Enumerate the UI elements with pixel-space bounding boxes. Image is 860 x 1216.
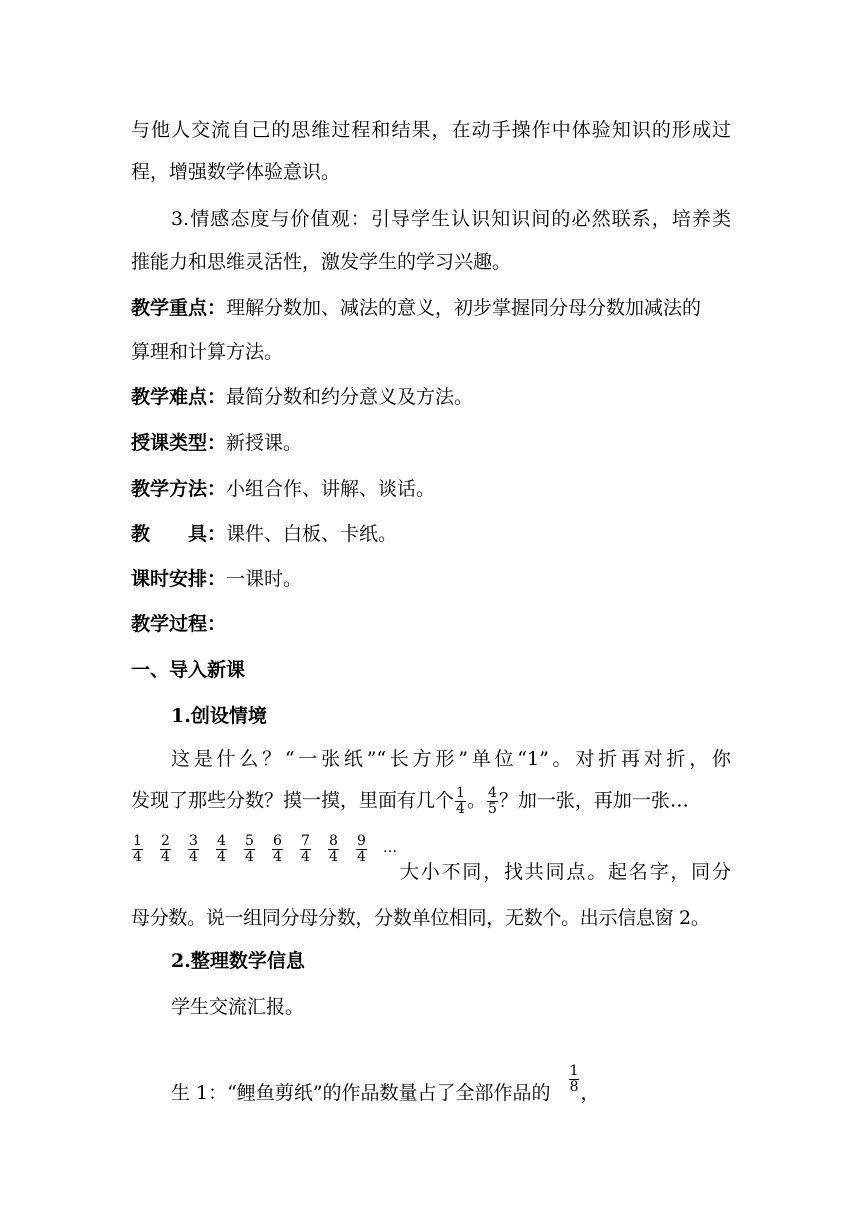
teaching-focus-text: 理解分数加、减法的意义，初步掌握同分母分数加减法的 [226,297,702,319]
schedule [131,567,731,591]
fraction-7-4: $\frac{7}{4}$ [301,833,310,865]
teaching-difficulty-text: 最简分数和约分意义及方法。 [226,386,474,408]
lesson-type-label: 授课类型： [131,432,227,454]
teaching-method-label: 教学方法： [131,478,227,500]
intro-line: 大小不同，找共同点。起名字，同分 [400,861,731,883]
ellipsis: … [383,840,397,856]
fraction-3-4: $\frac{3}{4}$ [189,833,198,865]
fraction-4-4: $\frac{4}{4}$ [217,833,226,865]
subsection-heading: 2.整理数学信息 [171,950,305,972]
fraction: $\frac{4}{5}$ [487,785,497,817]
fraction: $\frac{1}{4}$ [456,785,465,817]
teaching-focus-label: 教学重点： [131,297,227,319]
fraction-5-4: $\frac{5}{4}$ [245,833,254,865]
teaching-tools [131,522,731,546]
teaching-tools-text: 课件、白板、卡纸。 [226,523,398,545]
schedule-label: 课时安排： [131,568,227,590]
subsection-heading: 1.创设情境 [171,705,267,727]
teaching-method [131,477,731,501]
intro-line: 这是什么？“一张纸”“长方形”单位“1”。对折再对折，你 [171,748,731,770]
intro-line: 母分数。说一组同分母分数，分数单位相同，无数个。出示信息窗 2。 [131,907,710,929]
fraction-2-4: $\frac{2}{4}$ [161,833,170,865]
section-heading: 一、导入新课 [131,659,246,681]
paragraph-line: 与他人交流自己的思维过程和结果，在动手操作中体验知识的形成过 [131,119,731,141]
fraction-9-4: $\frac{9}{4}$ [357,833,366,865]
fraction-1-8: $\frac{1}{8}$ [569,1063,579,1095]
paragraph-line: 推能力和思维灵活性，激发学生的学习兴趣。 [131,251,512,273]
teaching-tools-label-a: 教 [131,523,151,545]
student-answer-text: 生 1：“鲤鱼剪纸”的作品数量占了全部作品的 [171,1082,551,1104]
intro-line-fractions: 发现了那些分数？摸一摸，里面有几个 $\frac{1}{4}$ 。 $\frac{4}{5}$ ？加一张，再加一张… [131,785,689,817]
lesson-type-text: 新授课。 [226,432,303,454]
process-heading: 教学过程： [131,613,227,635]
schedule-text: 一课时。 [226,568,303,590]
teaching-method-text: 小组合作、讲解、谈话。 [226,478,436,500]
teaching-difficulty [131,385,731,409]
student-answer-line: 生 1：“鲤鱼剪纸”的作品数量占了全部作品的 $\frac{1}{8}$ ， [171,1063,600,1104]
fraction-1-4: $\frac{1}{4}$ [133,833,142,865]
teaching-difficulty-label: 教学难点： [131,386,227,408]
paragraph-line: 程，增强数学体验意识。 [131,161,341,183]
teaching-tools-label-b: 具： [188,523,227,545]
fraction-8-4: $\frac{8}{4}$ [329,833,338,865]
objective-3-line: 3.情感态度与价值观：引导学生认识知识间的必然联系，培养类 [171,208,731,230]
fraction-6-4: $\frac{6}{4}$ [273,833,282,865]
intro-text: 发现了那些分数？摸一摸，里面有几个 [131,789,455,812]
intro-text: ？加一张，再加一张… [498,789,689,812]
report-line: 学生交流汇报。 [171,996,305,1018]
lesson-type [131,431,731,455]
teaching-focus-cont: 算理和计算方法。 [131,341,284,363]
teaching-focus [131,296,731,320]
